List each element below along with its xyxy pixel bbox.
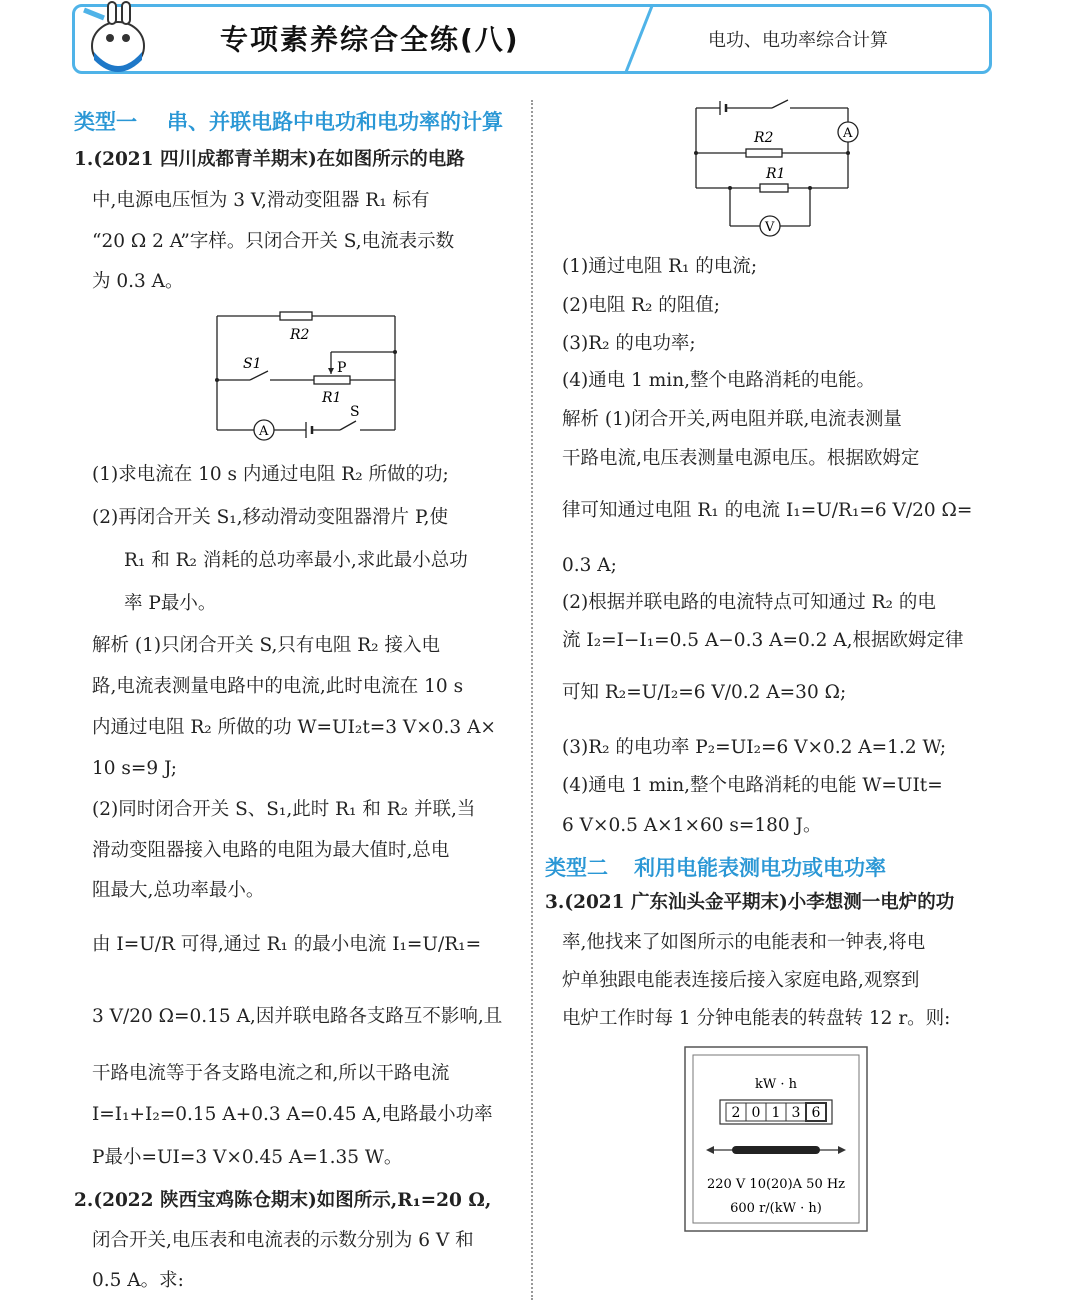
ammeter-label: A (843, 126, 853, 141)
solution-line: 由 I=U/R 可得,通过 R₁ 的最小电流 I₁=U/R₁= (92, 934, 482, 955)
circuit-diagram-1 (210, 304, 410, 448)
text-line: “20 Ω 2 A”字样。只闭合开关 S,电流表示数 (92, 231, 455, 252)
solution-line: 流 I₂=I−I₁=0.5 A−0.3 A=0.2 A,根据欧姆定律 (562, 630, 964, 651)
text-line: 0.5 A。求: (92, 1270, 184, 1291)
solution-line: 干路电流,电压表测量电源电压。根据欧姆定 (562, 448, 920, 469)
solution-line: (4)通电 1 min,整个电路消耗的电能 W=UIt= (562, 775, 943, 796)
solution-line: 解析 (1)只闭合开关 S,只有电阻 R₂ 接入电 (92, 635, 440, 656)
solution-line: (3)R₂ 的电功率 P₂=UI₂=6 V×0.2 A=1.2 W; (562, 737, 947, 758)
solution-line: 路,电流表测量电路中的电流,此时电流在 10 s (92, 676, 464, 697)
meter-disk-icon (732, 1146, 820, 1154)
question-line: 率 P最小。 (124, 593, 217, 614)
section-title: 利用电能表测电功或电功率 (634, 856, 886, 880)
text-line: 为 0.3 A。 (92, 271, 184, 292)
meter-digit: 6 (811, 1105, 821, 1121)
solution-line: 内通过电阻 R₂ 所做的功 W=UI₂t=3 V×0.3 A× (92, 717, 496, 738)
ammeter-label: A (259, 424, 269, 439)
question-line: (3)R₂ 的电功率; (562, 333, 696, 354)
header-divider (612, 6, 672, 72)
solution-line: 滑动变阻器接入电路的电阻为最大值时,总电 (92, 840, 450, 861)
label-s1: S1 (243, 356, 262, 372)
text-line: 电炉工作时每 1 分钟电能表的转盘转 12 r。则: (562, 1008, 951, 1029)
text-line: 中,电源电压恒为 3 V,滑动变阻器 R₁ 标有 (92, 190, 430, 211)
page-title: 专项素养综合全练(八) (220, 23, 520, 56)
energy-meter-figure (684, 1046, 868, 1232)
section-label: 类型一 (74, 110, 137, 134)
solution-line: 律可知通过电阻 R₁ 的电流 I₁=U/R₁=6 V/20 Ω= (562, 500, 973, 521)
question-line: (2)再闭合开关 S₁,移动滑动变阻器滑片 P,使 (92, 507, 449, 528)
problem-3-line: 3.(2021 广东汕头金平期末)小李想测一电炉的功 (545, 892, 955, 913)
meter-digit: 0 (751, 1105, 761, 1121)
solution-line: 干路电流等于各支路电流之和,所以干路电流 (92, 1063, 450, 1084)
text-line: 率,他找来了如图所示的电能表和一钟表,将电 (562, 932, 926, 953)
label-r2: R2 (754, 130, 774, 146)
meter-digit: 2 (731, 1105, 741, 1121)
question-line: R₁ 和 R₂ 消耗的总功率最小,求此最小总功 (124, 550, 468, 571)
label-r2: R2 (290, 327, 310, 343)
solution-line: 阻最大,总功率最小。 (92, 880, 265, 901)
solution-line: (2)同时闭合开关 S、S₁,此时 R₁ 和 R₂ 并联,当 (92, 799, 476, 820)
solution-line: 解析 (1)闭合开关,两电阻并联,电流表测量 (562, 409, 902, 430)
solution-line: 10 s=9 J; (92, 758, 177, 779)
meter-unit: kW · h (754, 1077, 798, 1092)
label-r1: R1 (322, 390, 342, 406)
question-line: (1)通过电阻 R₁ 的电流; (562, 256, 758, 277)
solution-line: 0.3 A; (562, 555, 617, 576)
solution-line: 可知 R₂=U/I₂=6 V/0.2 A=30 Ω; (562, 682, 847, 703)
meter-digit: 1 (771, 1105, 781, 1121)
section-heading-2 (545, 852, 886, 882)
voltmeter-label: V (765, 220, 775, 235)
meter-rating: 220 V 10(20)A 50 Hz (706, 1177, 846, 1192)
solution-line: 3 V/20 Ω=0.15 A,因并联电路各支路互不影响,且 (92, 1006, 503, 1027)
text-line: 炉单独跟电能表连接后接入家庭电路,观察到 (562, 970, 920, 991)
solution-line: P最小=UI=3 V×0.45 A=1.35 W。 (92, 1147, 403, 1168)
solution-line: 6 V×0.5 A×1×60 s=180 J。 (562, 815, 822, 836)
question-line: (4)通电 1 min,整个电路消耗的电能。 (562, 370, 875, 391)
section-title: 串、并联电路中电功和电功率的计算 (167, 110, 503, 134)
label-s: S (350, 404, 360, 420)
column-divider (531, 100, 533, 1300)
problem-2-line: 2.(2022 陕西宝鸡陈仓期末)如图所示,R₁=20 Ω, (74, 1190, 492, 1211)
question-line: (1)求电流在 10 s 内通过电阻 R₂ 所做的功; (92, 464, 449, 485)
label-r1: R1 (766, 166, 786, 182)
page-subtitle: 电功、电功率综合计算 (708, 30, 888, 51)
solution-line: (2)根据并联电路的电流特点可知通过 R₂ 的电 (562, 592, 936, 613)
meter-digit: 3 (791, 1105, 801, 1121)
text-line: 闭合开关,电压表和电流表的示数分别为 6 V 和 (92, 1230, 474, 1251)
meter-constant: 600 r/(kW · h) (730, 1201, 822, 1216)
question-line: (2)电阻 R₂ 的阻值; (562, 295, 721, 316)
solution-line: I=I₁+I₂=0.15 A+0.3 A=0.45 A,电路最小功率 (92, 1104, 493, 1125)
section-label: 类型二 (545, 856, 608, 880)
circuit-diagram-2 (690, 96, 870, 246)
section-heading-1 (74, 106, 503, 136)
mascot-icon (78, 0, 158, 76)
label-p: P (337, 360, 347, 376)
problem-1-line: 1.(2021 四川成都青羊期末)在如图所示的电路 (74, 149, 465, 170)
